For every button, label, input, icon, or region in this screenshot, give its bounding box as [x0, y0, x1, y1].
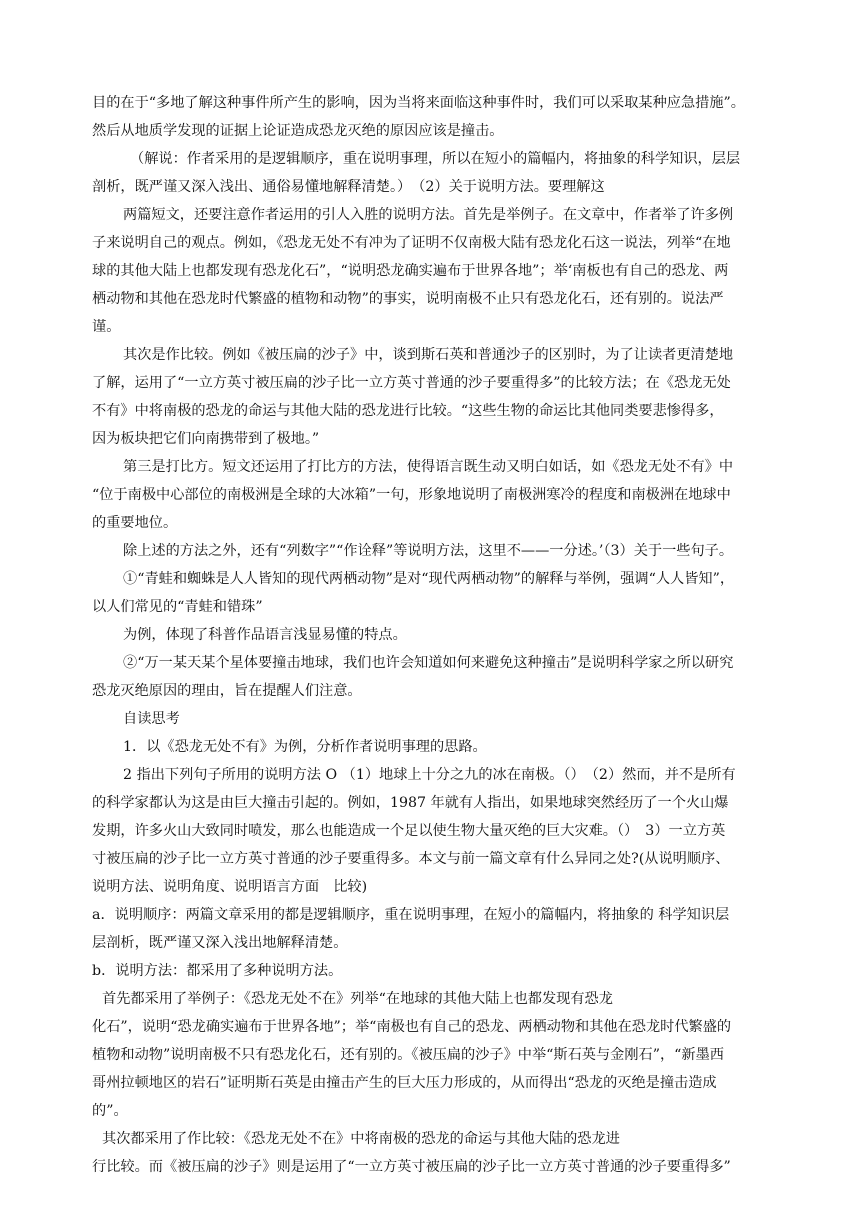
text-line: 层剖析，既严谨又深入浅出地解释清楚。	[92, 935, 348, 951]
text-line: 剖析，既严谨又深入浅出、通俗易懂地解释清楚。） （2）关于说明方法。要理解这	[92, 179, 605, 195]
text-line: 了解，运用了“一立方英寸被压扁的沙子比一立方英寸普通的沙子要重得多”的比较方法；在《恐龙无处	[92, 375, 731, 391]
text-line: 不有》中将南极的恐龙的命运与其他大陆的恐龙进行比较。“这些生物的命运比其他同类要悲惨得多，	[92, 403, 724, 419]
text-line: 的”。	[92, 1103, 128, 1119]
text-line: a．说明顺序：两篇文章采用的都是逻辑顺序，重在说明事理，在短小的篇幅内，将抽象的 科学知识层	[92, 907, 730, 923]
text-line: 的科学家都认为这是由巨大撞击引起的。例如，1987 年就有人指出，如果地球突然经历了一个火山爆	[92, 795, 729, 811]
text-line: 谨。	[92, 319, 121, 335]
text-line: 说明方法、说明角度、说明语言方面 比较)	[92, 879, 368, 895]
text-line: 球的其他大陆上也都发现有恐龙化石”，“说明恐龙确实遍布于世界各地”；举‘南板也有自己的恐龙、两	[92, 263, 729, 279]
text-line: （解说：作者采用的是逻辑顺序，重在说明事理，所以在短小的篇幅内，将抽象的科学知识，层层	[130, 151, 741, 167]
text-line: 子来说明自己的观点。例如，《恐龙无处不有冲为了证明不仅南极大陆有恐龙化石这一说法，列举“在地	[92, 235, 731, 251]
text-line: 其次都采用了作比较：《恐龙无处不在》中将南极的恐龙的命运与其他大陆的恐龙进	[102, 1131, 620, 1147]
text-line: 恐龙灭绝原因的理由，旨在提醒人们注意。	[92, 683, 362, 699]
text-line: 的重要地位。	[92, 515, 178, 531]
section-heading: 自读思考	[123, 711, 180, 727]
text-line: 植物和动物”说明南极不只有恐龙化石，还有别的。《被压扁的沙子》中举“斯石英与金刚石”，“新墨西	[92, 1047, 724, 1063]
text-line: 两篇短文，还要注意作者运用的引人入胜的说明方法。首先是举例子。在文章中，作者举了许多例	[123, 207, 734, 223]
text-line: 其次是作比较。例如《被压扁的沙子》中，谈到斯石英和普通沙子的区别时，为了让读者更清楚地	[123, 347, 734, 363]
text-line: 行比较。而《被压扁的沙子》则是运用了“一立方英寸被压扁的沙子比一立方英寸普通的沙子要重得多”	[92, 1159, 731, 1175]
text-line: 栖动物和其他在恐龙时代繁盛的植物和动物”的事实，说明南极不止只有恐龙化石，还有别的。说法严	[92, 291, 724, 307]
text-line: 化石”，说明“恐龙确实遍布于世界各地”；举“南极也有自己的恐龙、两栖动物和其他在恐龙时代繁盛的	[92, 1019, 732, 1035]
text-line: 除上述的方法之外，还有“列数字”“作诠释”等说明方法，这里不——一分述。’（3）关于一些句子。	[123, 543, 734, 559]
text-line: 目的在于“多地了解这种事件所产生的影响，因为当将来面临这种事件时，我们可以采取某种应急措施”。	[92, 95, 745, 111]
text-line: 2 指出下列句子所用的说明方法 O （1）地球上十分之九的冰在南极。（） （2）然而，并不是所有	[123, 767, 736, 783]
text-line: 然后从地质学发现的证据上论证造成恐龙灭绝的原因应该是撞击。	[92, 123, 504, 139]
text-line: 哥州拉顿地区的岩石”证明斯石英是由撞击产生的巨大压力形成的，从而得出“恐龙的灭绝是撞击造成	[92, 1075, 717, 1091]
text-line: 为例，体现了科普作品语言浅显易懂的特点。	[123, 627, 407, 643]
text-line: ②“万一某天某个星体要撞击地球，我们也许会知道如何来避免这种撞击”是说明科学家之所以研究	[123, 655, 734, 671]
text-line: 以人们常见的“青蛙和错珠”	[92, 599, 263, 615]
text-line: 发期，许多火山大致同时喷发，那么也能造成一个足以使生物大量灭绝的巨大灾难。（） 3）一立方英	[92, 823, 726, 839]
text-line: 1．以《恐龙无处不有》为例，分析作者说明事理的思路。	[123, 739, 487, 755]
text-line: ①“青蛙和蜘蛛是人人皆知的现代两栖动物”是对“现代两栖动物”的解释与举例，强调“人人皆知”，	[123, 571, 735, 587]
text-line: “位于南极中心部位的南极洲是全球的大冰箱”一句，形象地说明了南极洲寒冷的程度和南极洲在地球中	[92, 487, 731, 503]
text-line: 寸被压扁的沙子比一立方英寸普通的沙子要重得多。本文与前一篇文章有什么异同之处?(从说明顺序、	[92, 851, 730, 867]
text-line: 首先都采用了举例子：《恐龙无处不在》列举“在地球的其他大陆上也都发现有恐龙	[102, 991, 613, 1007]
text-line: b．说明方法：都采用了多种说明方法。	[92, 963, 343, 979]
text-line: 因为板块把它们向南携带到了极地。”	[92, 431, 320, 447]
text-line: 第三是打比方。短文还运用了打比方的方法，使得语言既生动又明白如话，如《恐龙无处不有》中	[123, 459, 734, 475]
